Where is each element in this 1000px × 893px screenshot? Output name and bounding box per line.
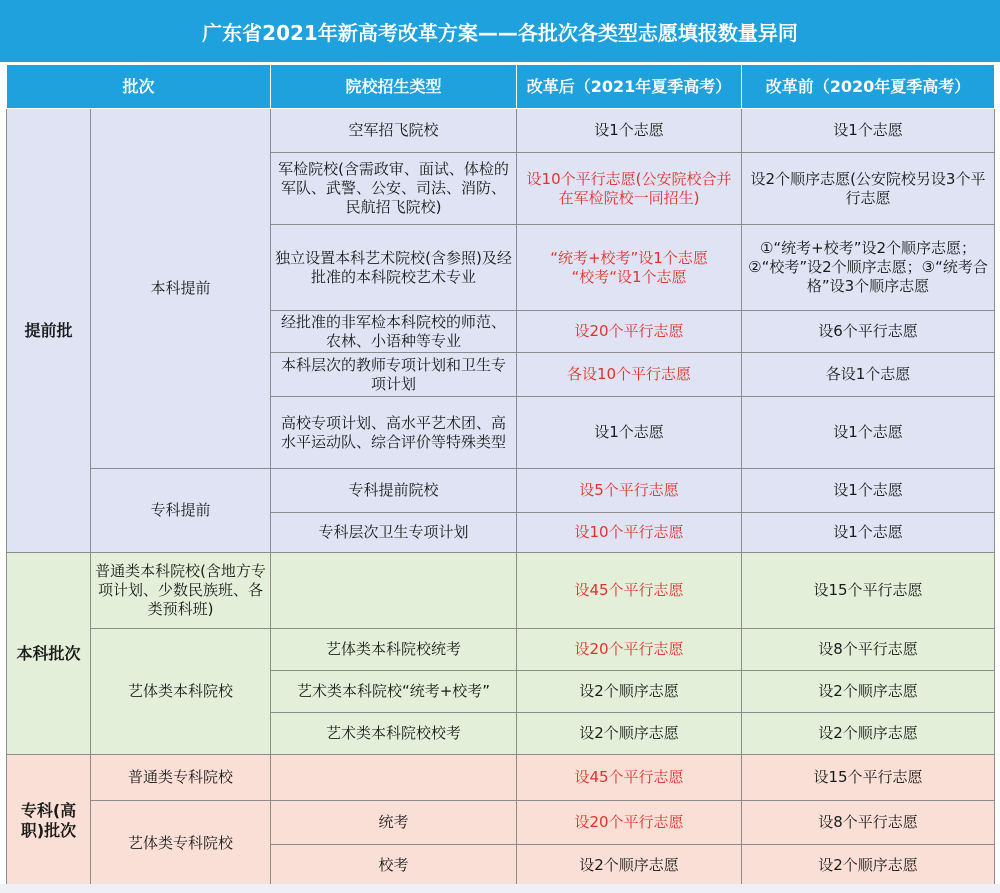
before-cell: 设6个平行志愿	[742, 311, 995, 353]
type-cell: 本科层次的教师专项计划和卫生专项计划	[271, 353, 517, 397]
after-cell: 设20个平行志愿	[517, 801, 742, 845]
type-cell: 空军招飞院校	[271, 109, 517, 153]
before-cell: 设15个平行志愿	[742, 755, 995, 801]
before-cell: 设2个顺序志愿	[742, 671, 995, 713]
type-cell: 艺术类本科院校校考	[271, 713, 517, 755]
after-cell: 设45个平行志愿	[517, 755, 742, 801]
batch-benke: 本科批次	[7, 553, 91, 755]
before-cell: 设8个平行志愿	[742, 629, 995, 671]
group-benke-tiqian: 本科提前	[91, 109, 271, 469]
after-cell: 设2个顺序志愿	[517, 845, 742, 887]
before-cell: 各设1个志愿	[742, 353, 995, 397]
after-cell: 各设10个平行志愿	[517, 353, 742, 397]
table-row	[7, 553, 995, 629]
after-cell: 设2个顺序志愿	[517, 713, 742, 755]
before-cell: 设1个志愿	[742, 397, 995, 469]
type-cell: 专科提前院校	[271, 469, 517, 513]
header-before: 改革前（2020年夏季高考）	[742, 65, 995, 109]
type-cell: 艺术类本科院校“统考+校考”	[271, 671, 517, 713]
table-row	[7, 755, 995, 801]
before-cell: 设1个志愿	[742, 469, 995, 513]
type-cell: 经批准的非军检本科院校的师范、农林、小语种等专业	[271, 311, 517, 353]
after-cell: 设2个顺序志愿	[517, 671, 742, 713]
header-batch: 批次	[7, 65, 271, 109]
batch-tiqian: 提前批	[7, 109, 91, 553]
type-cell	[271, 755, 517, 801]
type-cell: 校考	[271, 845, 517, 887]
after-cell: 设20个平行志愿	[517, 629, 742, 671]
before-cell: 设8个平行志愿	[742, 801, 995, 845]
page-title: 广东省2021年新高考改革方案——各批次各类型志愿填报数量异同	[0, 0, 1000, 64]
header-type: 院校招生类型	[271, 65, 517, 109]
table-row	[7, 109, 995, 153]
header-row	[7, 65, 995, 109]
after-cell: 设10个平行志愿(公安院校合并在军检院校一同招生)	[517, 153, 742, 225]
before-cell: 设15个平行志愿	[742, 553, 995, 629]
before-cell: 设1个志愿	[742, 513, 995, 553]
after-cell: 设1个志愿	[517, 397, 742, 469]
batch-zhuanke: 专科(高职)批次	[7, 755, 91, 887]
group-putong-zhuanke: 普通类专科院校	[91, 755, 271, 801]
before-cell: 设2个顺序志愿	[742, 713, 995, 755]
after-cell	[517, 225, 742, 311]
type-cell: 统考	[271, 801, 517, 845]
before-cell: ①“统考+校考”设2个顺序志愿；②“校考”设2个顺序志愿；③“统考合格”设3个顺序志愿	[742, 225, 995, 311]
table-row	[7, 469, 995, 513]
type-cell: 专科层次卫生专项计划	[271, 513, 517, 553]
header-after: 改革后（2021年夏季高考）	[517, 65, 742, 109]
group-yiti-zhuanke: 艺体类专科院校	[91, 801, 271, 887]
group-zhuanke-tiqian: 专科提前	[91, 469, 271, 553]
after-line: “统考+校考”设1个志愿	[550, 248, 708, 267]
before-cell: 设2个顺序志愿(公安院校另设3个平行志愿	[742, 153, 995, 225]
type-cell: 艺体类本科院校统考	[271, 629, 517, 671]
table-row	[7, 801, 995, 845]
policy-table	[6, 64, 995, 887]
group-yiti-benke: 艺体类本科院校	[91, 629, 271, 755]
after-cell: 设20个平行志愿	[517, 311, 742, 353]
after-cell: 设5个平行志愿	[517, 469, 742, 513]
table-row	[7, 629, 995, 671]
type-cell: 军检院校(含需政审、面试、体检的军队、武警、公安、司法、消防、民航招飞院校)	[271, 153, 517, 225]
after-line: “校考“设1个志愿	[571, 267, 687, 286]
group-putong-benke: 普通类本科院校(含地方专项计划、少数民族班、各类预科班)	[91, 553, 271, 629]
footer-strip	[0, 884, 1000, 893]
after-cell: 设45个平行志愿	[517, 553, 742, 629]
type-cell: 独立设置本科艺术院校(含参照)及经批准的本科院校艺术专业	[271, 225, 517, 311]
before-cell: 设1个志愿	[742, 109, 995, 153]
after-cell: 设1个志愿	[517, 109, 742, 153]
after-cell: 设10个平行志愿	[517, 513, 742, 553]
before-cell: 设2个顺序志愿	[742, 845, 995, 887]
type-cell	[271, 553, 517, 629]
type-cell: 高校专项计划、高水平艺术团、高水平运动队、综合评价等特殊类型	[271, 397, 517, 469]
